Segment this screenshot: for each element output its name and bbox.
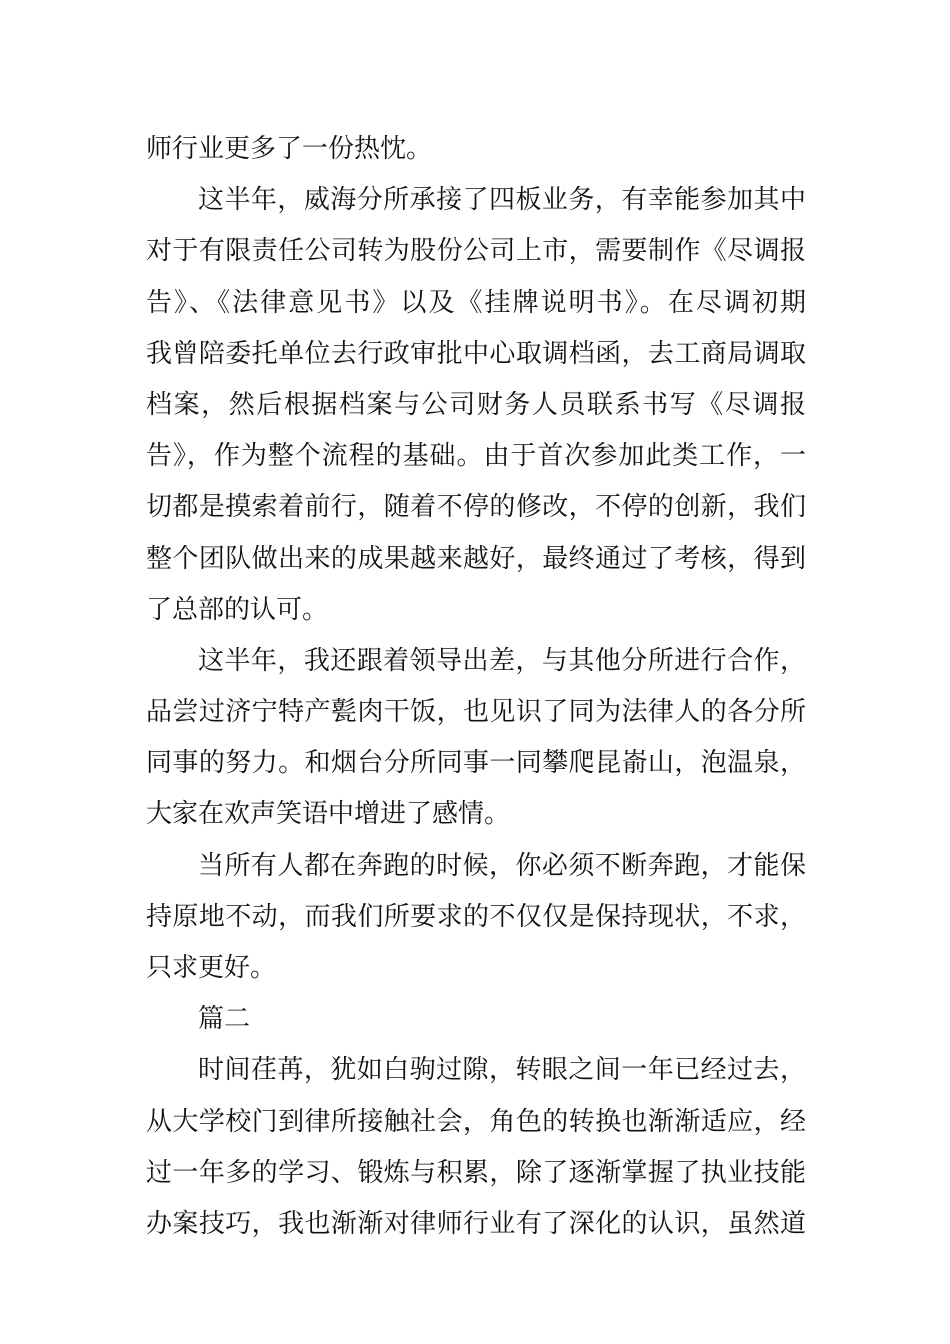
- paragraph-first-line: 当所有人都在奔跑的时候，你必须不断奔跑，才能保: [198, 850, 806, 881]
- text-line: 同事的努力。和烟台分所同事一同攀爬昆嵛山，泡温泉，: [146, 748, 806, 779]
- text-line: 只求更好。: [146, 953, 277, 983]
- text-line: 持原地不动，而我们所要求的不仅仅是保持现状，不求，: [146, 901, 806, 932]
- text-line: 办案技巧，我也渐渐对律师行业有了深化的认识，虽然道: [146, 1208, 806, 1239]
- text-line: 过一年多的学习、锻炼与积累，除了逐渐掌握了执业技能: [146, 1157, 806, 1188]
- paragraph-first-line: 这半年，我还跟着领导出差，与其他分所进行合作，: [198, 645, 806, 676]
- text-line: 了总部的认可。: [146, 594, 329, 625]
- text-line: 整个团队做出来的成果越来越好，最终通过了考核，得到: [146, 543, 806, 574]
- text-line: 告》，作为整个流程的基础。由于首次参加此类工作，一: [146, 441, 806, 472]
- text-line: 对于有限责任公司转为股份公司上市，需要制作《尽调报: [146, 236, 806, 267]
- text-line: 从大学校门到律所接触社会，角色的转换也渐渐适应，经: [146, 1106, 806, 1137]
- paragraph-first-line: 这半年，威海分所承接了四板业务，有幸能参加其中: [198, 185, 806, 216]
- text-line: 我曾陪委托单位去行政审批中心取调档函，去工商局调取: [146, 338, 806, 369]
- document-body: [146, 124, 806, 1250]
- text-line: 档案，然后根据档案与公司财务人员联系书写《尽调报: [146, 389, 806, 420]
- text-line: 大家在欢声笑语中增进了感情。: [146, 799, 511, 830]
- text-line: 告》、《法律意见书》以及《挂牌说明书》。在尽调初期: [146, 287, 806, 318]
- text-line: 切都是摸索着前行，随着不停的修改，不停的创新，我们: [146, 492, 806, 523]
- text-line: 品尝过济宁特产甏肉干饭，也见识了同为法律人的各分所: [146, 697, 806, 728]
- text-line: 师行业更多了一份热忱。: [146, 134, 433, 164]
- paragraph-first-line: 时间荏苒，犹如白驹过隙，转眼之间一年已经过去，: [198, 1055, 806, 1086]
- section-heading: 篇二: [198, 1004, 251, 1035]
